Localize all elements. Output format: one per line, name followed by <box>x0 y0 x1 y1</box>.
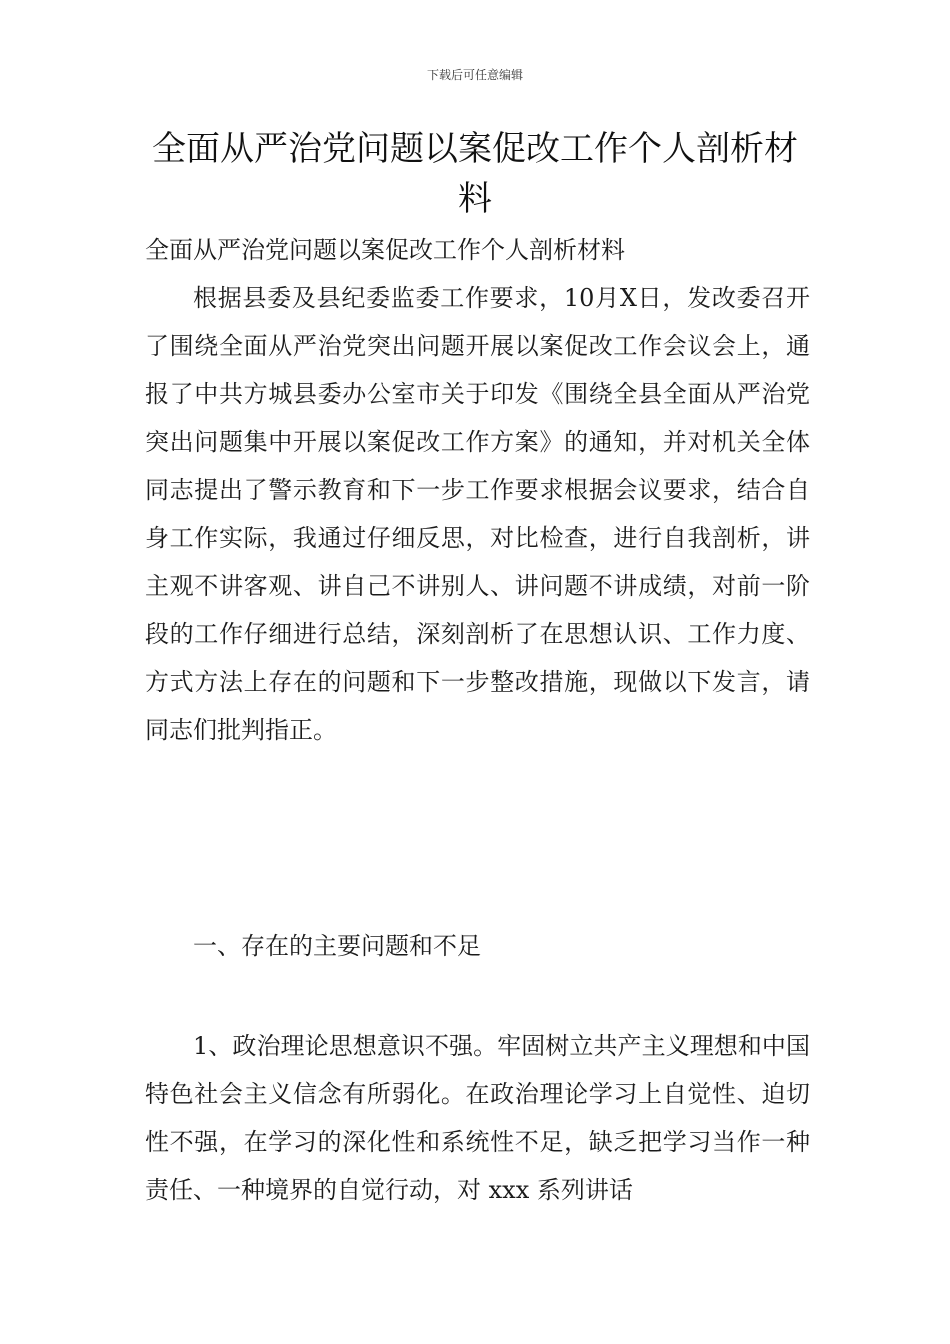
document-title: 全面从严治党问题以案促改工作个人剖析材料 <box>152 129 798 219</box>
point-paragraph: 1、政治理论思想意识不强。牢固树立共产主义理想和中国特色社会主义信念有所弱化。在政治理论学习上自觉性、迫切性不强，在学习的深化性和系统性不足，缺乏把学习当作一种责任、一种境界的自觉行动，对 xxx 系列讲话 <box>145 1032 810 1204</box>
section-heading: 一、存在的主要问题和不足 <box>193 932 481 960</box>
document-subtitle: 全面从严治党问题以案促改工作个人剖析材料 <box>145 236 625 264</box>
header-note: 下载后可任意编辑 <box>426 68 523 82</box>
intro-paragraph: 根据县委及县纪委监委工作要求，10月X日，发改委召开了围绕全面从严治党突出问题开展以案促改工作会议会上，通报了中共方城县委办公室市关于印发《围绕全县全面从严治党突出问题集中开展以案促改工作方案》的通知，并对机关全体同志提出了警示教育和下一步工作要求根据会议要求，结合自身工作实际，我通过仔细反思，对比检查，进行自我剖析，讲主观不讲客观、讲自己不讲别人、讲问题不讲成绩，对前一阶段的工作仔细进行总结，深刻剖析了在思想认识、工作力度、方式方法上存在的问题和下一步整改措施，现做以下发言，请同志们批判指正。 <box>145 284 810 744</box>
